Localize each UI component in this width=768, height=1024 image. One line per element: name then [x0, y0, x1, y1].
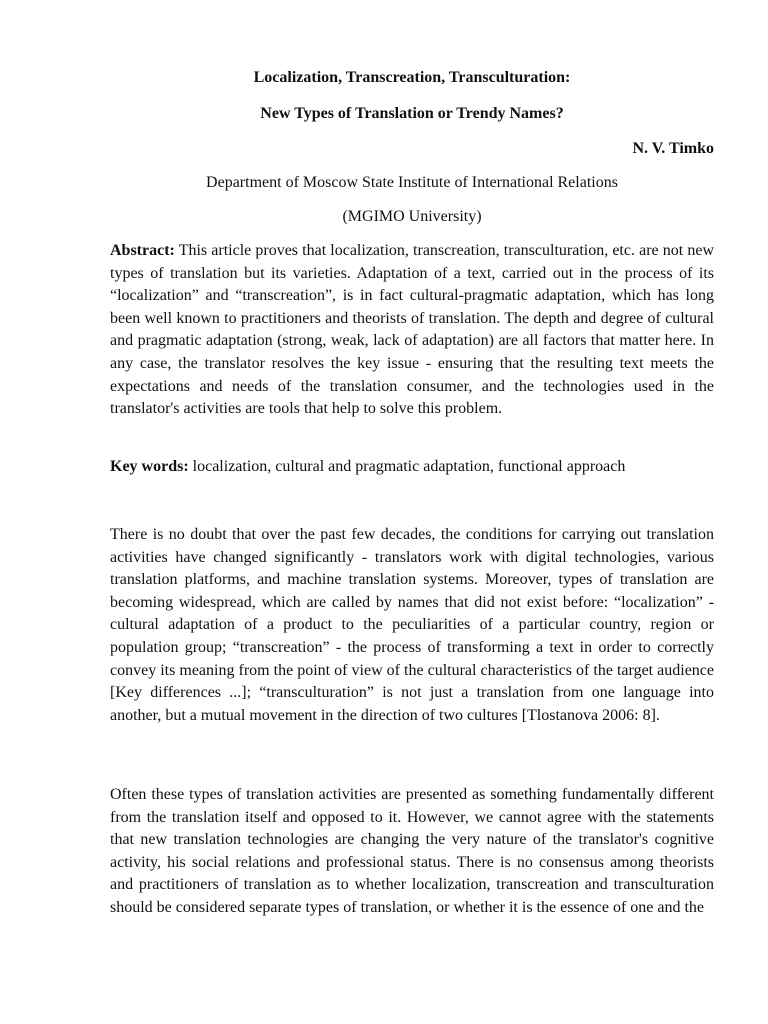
author-name: N. V. Timko [632, 140, 714, 157]
affiliation-line-1: Department of Moscow State Institute of International Relations [206, 174, 618, 191]
keywords-paragraph [110, 456, 714, 479]
body-paragraph-1: There is no doubt that over the past few decades, the conditions for carrying out translation activities have changed significantly - translators work with digital technologies, various translation platforms, and machine translation systems. Moreover, types of translation are becoming widespread, which are called by names that did not exist before: “localization” - cultural adaptation of a product to the peculiarities of a particular country, region or population group; “transcreation” - the process of transforming a text in order to correctly convey its meaning from the point of view of the cultural characteristics of the target audience [Key differences ...]; “transculturation” is not just a translation from one language into another, but a mutual movement in the direction of two cultures [Tlostanova 2006: 8]. [110, 526, 714, 724]
paper-title-line-2: New Types of Translation or Trendy Names? [260, 105, 564, 122]
abstract-text: This article proves that localization, transcreation, transculturation, etc. are not new types of translation but its varieties. Adaptation of a text, carried out in the process of its “localization” and “transcreation”, is in fact cultural-pragmatic adaptation, which has long been well known to practitioners and theorists of translation. The depth and degree of cultural and pragmatic adaptation (strong, weak, lack of adaptation) are all factors that matter here. In any case, the translator resolves the key issue - ensuring that the resulting text meets the expectations and needs of the translation consumer, and the technologies used in the translator's activities are tools that help to solve this problem. [110, 242, 714, 418]
abstract-paragraph [110, 240, 714, 421]
body-paragraph-2: Often these types of translation activities are presented as something fundamentally different from the translation itself and opposed to it. However, we cannot agree with the statements that new translation technologies are changing the very nature of the translator's cognitive activity, his social relations and professional status. There is no consensus among theorists and practitioners of translation as to whether localization, transcreation and transculturation should be considered separate types of translation, or whether it is the essence of one and the [110, 786, 714, 916]
keywords-text: localization, cultural and pragmatic adaptation, functional approach [188, 458, 626, 475]
paper-title-line-1: Localization, Transcreation, Transculturation: [253, 69, 571, 86]
affiliation-line-2: (MGIMO University) [342, 208, 482, 225]
keywords-label: Key words: [110, 458, 189, 475]
abstract-label: Abstract: [110, 242, 175, 259]
